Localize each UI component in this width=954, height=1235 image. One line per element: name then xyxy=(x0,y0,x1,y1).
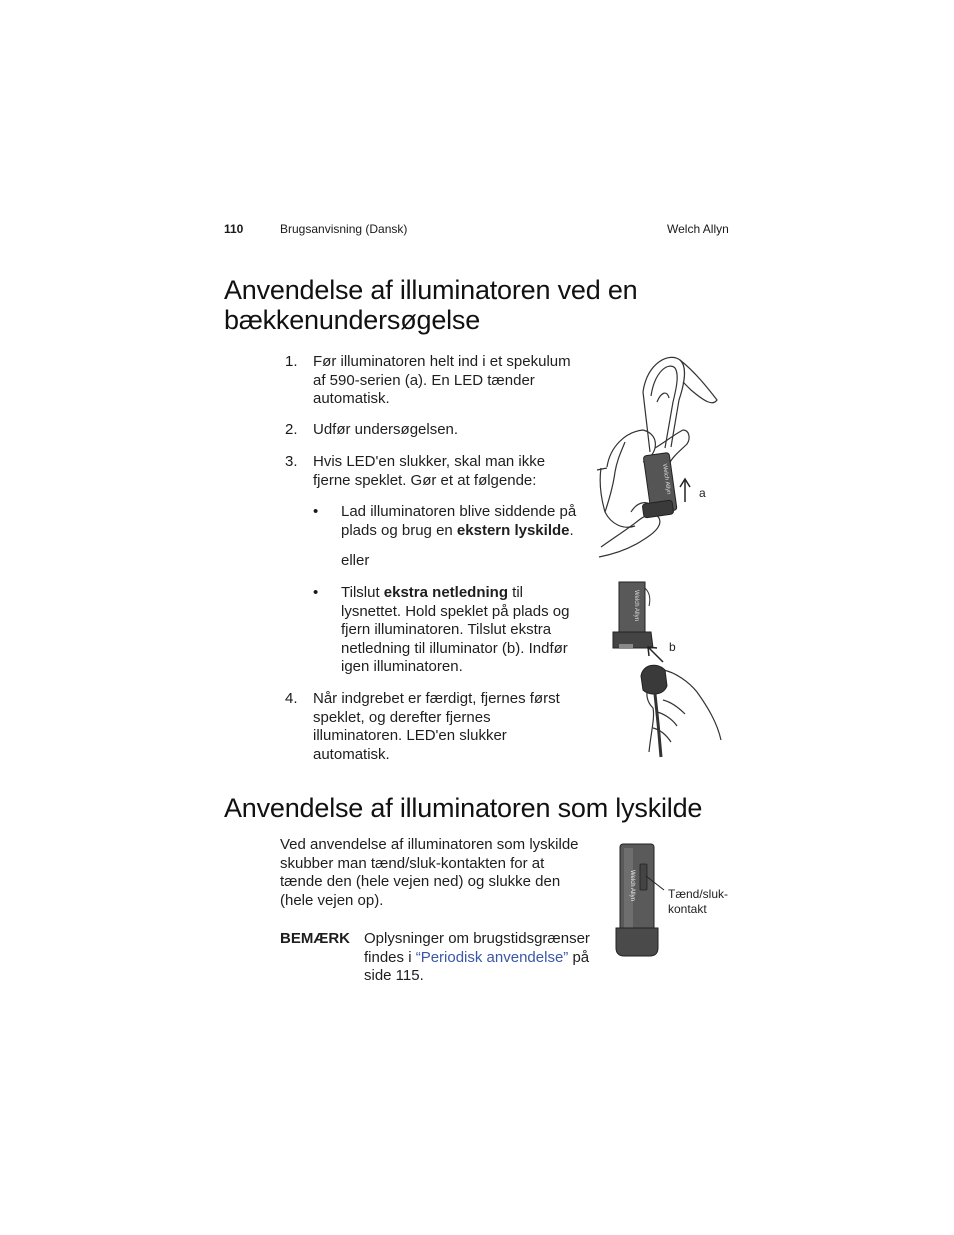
step-4-line: Når indgrebet er færdigt, fjernes først xyxy=(313,690,560,707)
bullet-2-text-part: til xyxy=(507,584,523,601)
step-4-line: speklet, og derefter fjernes xyxy=(313,708,491,726)
bullet-1-line xyxy=(341,522,576,541)
bullet-1-text-part: plads og brug en xyxy=(341,521,457,539)
step-4-line: automatisk. xyxy=(313,745,390,763)
arrow-diagonal-icon xyxy=(648,647,663,662)
bullet-2-line: fjern illuminatoren. Tilslut ekstra xyxy=(341,621,552,638)
note-text-part: findes i xyxy=(364,948,416,966)
bullet-2-line: igen illuminatoren. xyxy=(341,658,463,675)
bullet-2-line xyxy=(341,584,569,603)
body-line: Ved anvendelse af illuminatoren som lyskilde xyxy=(280,836,579,853)
label-b: b xyxy=(669,640,676,654)
light-source-body xyxy=(280,836,579,910)
section-heading-pelvic-exam xyxy=(224,275,637,335)
step-text-1 xyxy=(313,353,571,409)
bullet-2-line: netledning til illuminator (b). Indfør xyxy=(341,639,568,657)
page-number: 110 xyxy=(224,222,244,236)
body-line: tænde den (hele vejen ned) og slukke den xyxy=(280,873,561,890)
note-label: BEMÆRK xyxy=(280,930,350,947)
bullet-1-line: Lad illuminatoren blive siddende på xyxy=(341,503,577,520)
document-title: Brugsanvisning (Dansk) xyxy=(280,222,408,236)
step-3-line: Hvis LED'en slukker, skal man ikke xyxy=(313,453,546,470)
note-text xyxy=(364,930,590,986)
switch-label xyxy=(668,887,728,917)
note-line: Oplysninger om brugstidsgrænser xyxy=(364,930,590,947)
step-text-2: Udfør undersøgelsen. xyxy=(313,421,459,438)
note-line: side 115. xyxy=(364,967,424,984)
device-brand-text: Welch Allyn xyxy=(629,870,635,901)
step-1-line: automatisk. xyxy=(313,390,390,407)
step-text-3 xyxy=(313,453,545,490)
bullet-2-text-part: Tilslut xyxy=(341,584,384,601)
step-1-line: Før illuminatoren helt ind i et spekulum xyxy=(313,353,571,370)
or-text: eller xyxy=(341,552,370,569)
body-line: skubber man tænd/sluk-kontakten for at xyxy=(280,854,545,872)
bullet-1-text-part: . xyxy=(569,521,574,539)
step-text-4 xyxy=(313,690,560,764)
illuminator-switch-illustration xyxy=(612,840,672,960)
note-line xyxy=(364,949,590,968)
step-number-2: 2. xyxy=(285,421,298,438)
step-3-line: fjerne speklet. Gør et at følgende: xyxy=(313,471,537,489)
step-number-1: 1. xyxy=(285,353,298,370)
periodic-use-link[interactable]: “Periodisk anvendelse” xyxy=(415,948,569,966)
switch-label-line: kontakt xyxy=(668,902,707,916)
body-line: (hele vejen op). xyxy=(280,891,384,909)
step-number-3: 3. xyxy=(285,453,298,470)
power-cord-illustration xyxy=(605,582,725,757)
heading-line-2: bækkenundersøgelse xyxy=(224,305,481,335)
label-a: a xyxy=(699,486,706,500)
step-1-line: af 590-serien (a). En LED tænder xyxy=(313,371,535,389)
bullet-1-text xyxy=(341,503,576,540)
step-4-line: illuminatoren. LED'en slukker xyxy=(313,727,507,744)
arrow-up-icon xyxy=(680,479,690,502)
device-brand-text: Welch Allyn xyxy=(661,463,672,495)
brand-name: Welch Allyn xyxy=(667,222,729,236)
power-switch[interactable] xyxy=(640,864,647,890)
bullet-glyph: • xyxy=(313,503,319,520)
bullet-2-line: lysnettet. Hold speklet på plads og xyxy=(341,602,570,620)
section-heading-light-source: Anvendelse af illuminatoren som lyskilde xyxy=(224,793,703,823)
speculum-insertion-illustration xyxy=(595,352,725,557)
bullet-2-text xyxy=(341,584,569,677)
heading-line-1: Anvendelse af illuminatoren ved en xyxy=(224,275,638,305)
note-text-part: på xyxy=(568,948,590,966)
step-number-4: 4. xyxy=(285,690,298,707)
extra-power-cord-term: ekstra netledning xyxy=(383,584,508,601)
device-brand-text: Welch Allyn xyxy=(633,590,639,621)
switch-label-line: Tænd/sluk- xyxy=(668,887,729,901)
bullet-glyph: • xyxy=(313,584,319,601)
external-light-source-term: ekstern lyskilde xyxy=(456,521,570,539)
